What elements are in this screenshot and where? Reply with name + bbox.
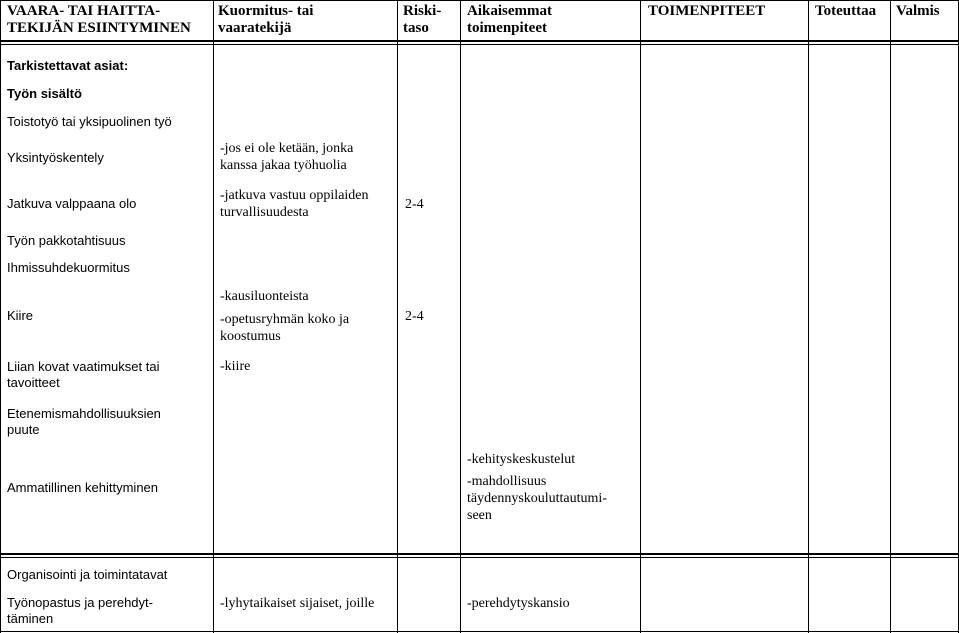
- development-prev-training: [467, 473, 607, 524]
- header-rule-lower: [0, 44, 959, 45]
- hurry-factor-group-line2: koostumus: [220, 329, 281, 344]
- header-hazard-line2: TEKIJÄN ESIINTYMINEN: [7, 20, 191, 36]
- row-human-relations: Ihmissuhdekuormitus: [7, 260, 130, 275]
- header-risk-line2: taso: [403, 20, 429, 36]
- row-work-content: Työn sisältö: [7, 86, 82, 101]
- header-hazard-line1: VAARA- TAI HAITTA-: [7, 3, 161, 19]
- row-professional-development: Ammatillinen kehittyminen: [7, 480, 159, 495]
- vigilance-factor-line1: -jatkuva vastuu oppilaiden: [220, 188, 369, 203]
- row-advancement-line1: Etenemismahdollisuuksien: [7, 406, 161, 421]
- development-prev-training-line1: -mahdollisuus: [467, 474, 547, 489]
- header-implement: Toteuttaa: [815, 3, 877, 19]
- column-divider-7: [890, 0, 891, 633]
- column-divider-3: [397, 0, 398, 633]
- row-hurry: Kiire: [7, 308, 34, 323]
- row-compulsive-pace: Työn pakkotahtisuus: [7, 233, 126, 248]
- row-repetitive-work: Toistotyö tai yksipuolinen työ: [7, 114, 172, 129]
- development-prev-discussions: -kehityskeskustelut: [467, 452, 576, 467]
- vigilance-factor: [220, 187, 369, 221]
- orientation-factor: -lyhytaikaiset sijaiset, joille: [220, 596, 375, 611]
- orientation-prev-folder: -perehdytyskansio: [467, 596, 570, 611]
- column-divider-5: [640, 0, 641, 633]
- header-prev-line2: toimenpiteet: [467, 20, 547, 36]
- vigilance-factor-line2: turvallisuudesta: [220, 205, 309, 220]
- header-risk-level: [403, 3, 441, 37]
- section-rule-bottom: [0, 557, 959, 558]
- section-rule-top: [0, 553, 959, 555]
- row-organisation: Organisointi ja toimintatavat: [7, 567, 168, 582]
- row-check-items: Tarkistettavat asiat:: [7, 58, 129, 73]
- hurry-factor-group: [220, 311, 349, 345]
- column-divider-2: [213, 0, 214, 633]
- row-orientation-line2: täminen: [7, 611, 54, 626]
- header-load-line1: Kuormitus- tai: [218, 3, 314, 19]
- header-previous-actions: [467, 3, 552, 37]
- row-lone-work: Yksintyöskentely: [7, 150, 104, 165]
- hurry-factor-group-line1: -opetusryhmän koko ja: [220, 312, 350, 327]
- demands-factor: -kiire: [220, 359, 251, 374]
- header-hazard: [7, 3, 191, 37]
- hurry-risk-level: 2-4: [405, 309, 424, 324]
- column-divider-1: [0, 0, 1, 633]
- table-border-top: [0, 0, 959, 1]
- header-prev-line1: Aikaisemmat: [467, 3, 552, 19]
- lone-work-factor: [220, 140, 353, 174]
- hurry-factor-seasonal: -kausiluonteista: [220, 289, 309, 304]
- development-prev-training-line3: seen: [467, 508, 492, 523]
- row-demands: [7, 359, 159, 391]
- row-advancement: [7, 406, 161, 438]
- row-demands-line1: Liian kovat vaatimukset tai: [7, 359, 160, 374]
- header-load-factor: [218, 3, 313, 37]
- row-vigilance: Jatkuva valppaana olo: [7, 196, 137, 211]
- row-demands-line2: tavoitteet: [7, 375, 60, 390]
- row-orientation: [7, 595, 153, 627]
- development-prev-training-line2: täydennyskouluttautumi-: [467, 491, 607, 506]
- column-divider-4: [460, 0, 461, 633]
- header-rule: [0, 40, 959, 42]
- lone-work-factor-line1: -jos ei ole ketään, jonka: [220, 141, 354, 156]
- table-border-bottom: [0, 631, 959, 632]
- row-advancement-line2: puute: [7, 422, 40, 437]
- row-orientation-line1: Työnopastus ja perehdyt-: [7, 595, 153, 610]
- header-risk-line1: Riski-: [403, 3, 442, 19]
- header-actions: TOIMENPITEET: [648, 3, 766, 19]
- column-divider-6: [808, 0, 809, 633]
- header-load-line2: vaaratekijä: [218, 20, 292, 36]
- lone-work-factor-line2: kanssa jakaa työhuolia: [220, 158, 347, 173]
- header-done: Valmis: [896, 3, 940, 19]
- vigilance-risk-level: 2-4: [405, 197, 424, 212]
